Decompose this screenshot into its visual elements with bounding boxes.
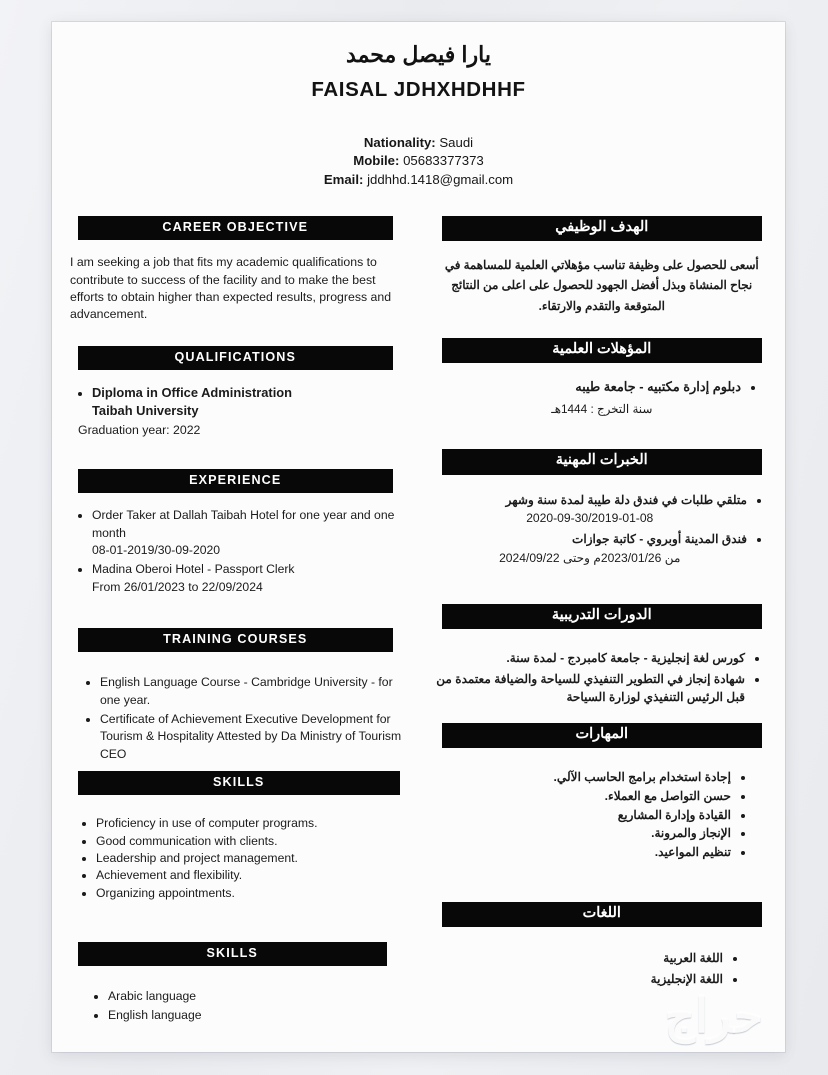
- section-header-languages: SKILLS: [78, 942, 387, 966]
- list-item: [92, 507, 405, 559]
- list-item: • إجادة استخدام برامج الحاسب الآلي.: [433, 768, 732, 787]
- languages-list: [66, 988, 405, 1025]
- list-item: [433, 530, 748, 567]
- watermark-haraj: حراج: [664, 989, 763, 1042]
- experience-dates-ar: 2020-09-30/2019-01-08: [526, 511, 654, 526]
- list-item: • English language: [108, 1007, 405, 1024]
- career-objective-text-ar: أسعى للحصول على وظيفة تناسب مؤهلاتي العلمية للمساهمة في نجاح المنشاة وبذل أفضل الجهود للحصول على اعلى من النتائج المتوقعة والتقدم والارتقاء.: [444, 258, 759, 313]
- resume-page: [52, 22, 785, 1052]
- experience-dates-ar: من 2023/01/26م وحتى 2024/09/22: [499, 550, 681, 565]
- experience-dates: 08-01-2019/30-09-2020: [92, 543, 221, 558]
- email-line: [52, 171, 785, 190]
- spacer: [433, 570, 772, 604]
- mobile-value: 05683377373: [403, 153, 484, 169]
- list-item: • الإنجاز والمرونة.: [433, 824, 732, 843]
- email-label: Email:: [323, 172, 364, 188]
- list-item: • القيادة وإدارة المشاريع: [433, 806, 732, 825]
- section-header-career-objective: CAREER OBJECTIVE: [78, 216, 393, 240]
- qualifications-list: [66, 384, 405, 421]
- spacer: [433, 862, 772, 902]
- experience-dates: From 26/01/2023 to 22/09/2024: [92, 579, 263, 594]
- list-item: [92, 561, 405, 596]
- list-item: • English Language Course - Cambridge University - for one year.: [100, 674, 405, 709]
- resume-header: [52, 22, 785, 190]
- section-header-experience-ar: الخبرات المهنية: [442, 449, 763, 474]
- list-item: • Proficiency in use of computer programs.: [96, 815, 405, 832]
- experience-list-ar: [433, 491, 772, 568]
- qualification-graduation-year-ar: سنة التخرج : 1444هـ: [551, 402, 653, 417]
- training-courses-list-ar: [433, 649, 772, 707]
- spacer: [66, 324, 405, 346]
- section-header-skills: SKILLS: [78, 771, 400, 795]
- list-item: [433, 377, 742, 397]
- spacer: [433, 419, 772, 449]
- nationality-label: Nationality:: [363, 134, 436, 150]
- experience-role: Madina Oberoi Hotel - Passport Clerk: [92, 562, 295, 577]
- list-item: • Good communication with clients.: [96, 833, 405, 850]
- spacer: [66, 902, 405, 942]
- skills-list-ar: [433, 768, 772, 862]
- qualification-university: Taibah University: [92, 403, 199, 419]
- list-item: • Achievement and flexibility.: [96, 867, 405, 884]
- skills-list: [66, 815, 405, 902]
- career-objective-text: I am seeking a job that fits my academic qualifications to contribute to success of the facility and to make the best efforts to obtain higher than expected results, progress and advancement.: [70, 255, 392, 322]
- experience-list: [66, 507, 405, 596]
- qualification-degree: Diploma in Office Administration: [92, 385, 293, 401]
- mobile-label: Mobile:: [353, 153, 400, 169]
- mobile-line: [52, 152, 785, 171]
- experience-role-ar: فندق المدينة أوبروي - كاتبة جوازات: [571, 532, 747, 547]
- email-value: jddhhd.1418@gmail.com: [367, 172, 514, 188]
- spacer: [66, 598, 405, 628]
- list-item: • تنظيم المواعيد.: [433, 843, 732, 862]
- section-header-skills-ar: المهارات: [442, 723, 763, 748]
- spacer: [66, 439, 405, 469]
- section-header-languages-ar: اللغات: [442, 902, 763, 927]
- section-header-qualifications: QUALIFICATIONS: [78, 346, 393, 370]
- qualifications-list-ar: [433, 377, 772, 397]
- experience-role-ar: متلقي طلبات في فندق دلة طيبة لمدة سنة وشهر: [505, 492, 747, 507]
- training-courses-list: [66, 674, 405, 763]
- list-item: • Arabic language: [108, 988, 405, 1005]
- list-item: [433, 491, 748, 528]
- list-item: • شهادة إنجاز في التطوير التنفيذي للسياحة والضيافة معتمدة من قبل الرئيس التنفيذي لوزارة السياحة: [433, 670, 746, 707]
- languages-list-ar: [433, 949, 772, 988]
- spacer: [433, 316, 772, 338]
- list-item: • Leadership and project management.: [96, 850, 405, 867]
- qualification-degree-ar: دبلوم إدارة مكتبيه - جامعة طيبه: [575, 379, 741, 395]
- column-arabic: [419, 216, 772, 1027]
- nationality-value: Saudi: [439, 134, 474, 150]
- qualification-graduation-year: Graduation year: 2022: [78, 422, 201, 437]
- section-header-qualifications-ar: المؤهلات العلمية: [442, 338, 763, 363]
- column-english: [66, 216, 419, 1027]
- section-header-career-objective-ar: الهدف الوظيفي: [442, 216, 763, 241]
- list-item: • اللغة العربية: [433, 949, 724, 968]
- list-item: • اللغة الإنجليزية: [433, 970, 724, 989]
- candidate-name-arabic: يارا فيصل محمد: [346, 42, 491, 67]
- candidate-name-english: FAISAL JDHXHDHHF: [311, 77, 526, 101]
- contact-block: [52, 134, 785, 190]
- list-item: [92, 384, 405, 421]
- section-header-experience: EXPERIENCE: [78, 469, 393, 493]
- section-header-training-courses-ar: الدورات التدريبية: [442, 604, 763, 629]
- list-item: • حسن التواصل مع العملاء.: [433, 787, 732, 806]
- resume-columns: [52, 216, 785, 1027]
- list-item: • Organizing appointments.: [96, 885, 405, 902]
- list-item: • كورس لغة إنجليزية - جامعة كامبردج - لمدة سنة.: [433, 649, 746, 668]
- nationality-line: [52, 134, 785, 153]
- list-item: • Certificate of Achievement Executive Development for Tourism & Hospitality Attested by Da Ministry of Tourism CEO: [100, 711, 405, 763]
- section-header-training-courses: TRAINING COURSES: [78, 628, 393, 652]
- experience-role: Order Taker at Dallah Taibah Hotel for one year and one month: [92, 508, 395, 540]
- spacer: [433, 709, 772, 723]
